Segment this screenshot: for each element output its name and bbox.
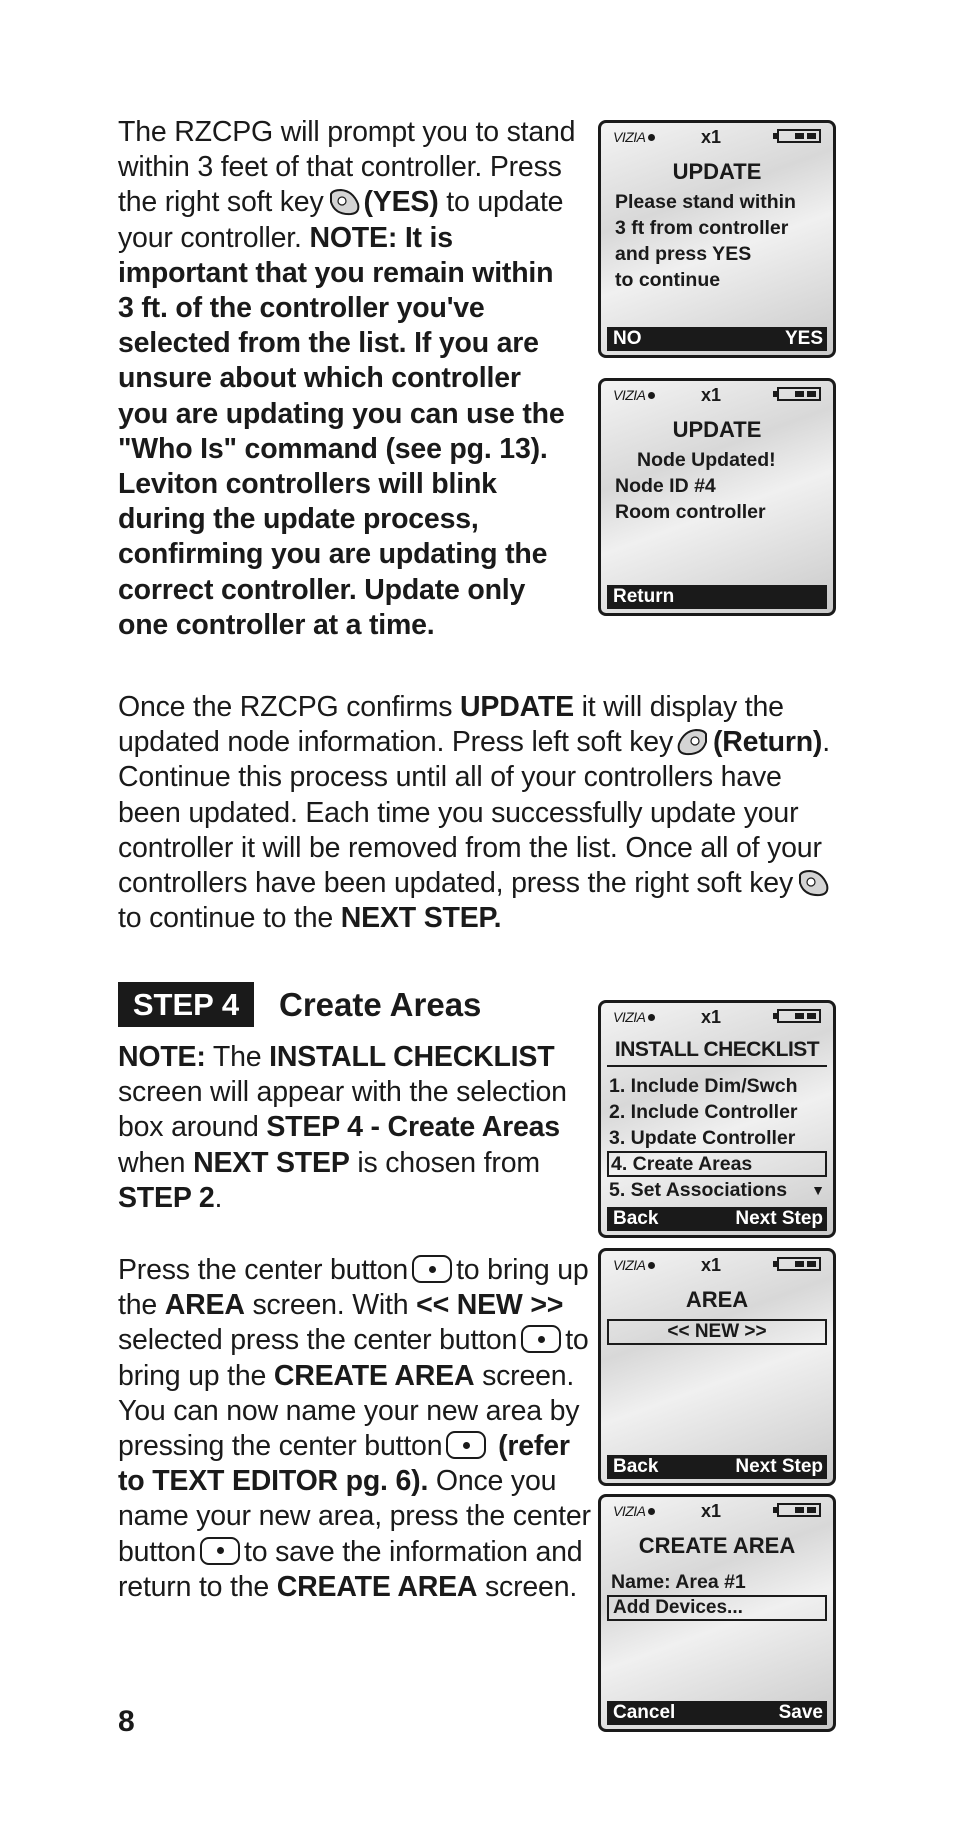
screen-line: and press YES [615,243,752,265]
vizia-logo: VIZIA [613,1008,655,1026]
back-soft-key[interactable]: Back [613,1456,659,1477]
step-badge: STEP 4 [118,982,254,1027]
screen-line: 3 ft from controller [615,217,789,239]
confirm-paragraph: Once the RZCPG confirms UPDATE it will display the updated node information. Press left soft key (Return). Continue this process until all of your controllers have been updated. Each time you successfully update your controller it will be removed from the list. Once all of your controllers have been updated, press the right soft keyto continue to the NEXT STEP. [118,691,830,935]
save-soft-key[interactable]: Save [778,1702,823,1723]
left-soft-key-icon [676,728,710,756]
center-button-icon [412,1255,452,1283]
vizia-logo: VIZIA [613,1256,655,1274]
battery-icon [777,1503,821,1517]
new-area-selection[interactable]: << NEW >> [607,1319,827,1345]
page-number: 8 [118,1705,135,1738]
checklist-item-selected[interactable]: 4. Create Areas [607,1151,827,1177]
count-indicator: x1 [701,1501,722,1521]
add-devices-selection[interactable]: Add Devices... [607,1595,827,1621]
next-step-soft-key[interactable]: Next Step [735,1208,823,1229]
soft-key-bar [607,1455,827,1479]
screen-line: Please stand within [615,191,796,213]
center-button-icon [446,1431,486,1459]
checklist-item[interactable]: 1. Include Dim/Swch [609,1075,798,1097]
scroll-down-icon: ▼ [811,1182,825,1198]
step-title: Create Areas [279,986,482,1023]
soft-key-bar [607,327,827,351]
return-soft-key[interactable]: Return [613,586,675,607]
status-bar [601,1497,833,1527]
count-indicator: x1 [701,385,722,405]
count-indicator: x1 [701,1255,722,1275]
back-soft-key[interactable]: Back [613,1208,659,1229]
intro-paragraph: The RZCPG will prompt you to stand within 3 feet of that controller. Press the right soft key (YES) to update your controller. NOTE: It is important that you remain within 3 ft. of the controller you've selected from the list. If you are unsure about which controller you are updating you can use the "Who Is" command (see pg. 13). Leviton controllers will blink during the update process, confirming you are updating the correct controller. Update only one controller at a time. [118,116,576,641]
screen-area [598,1248,836,1486]
status-bar [601,1003,833,1033]
vizia-logo: VIZIA [613,128,655,146]
screen-update-done [598,378,836,616]
right-soft-key-icon [796,869,830,897]
area-name-line: Name: Area #1 [611,1571,746,1593]
screen-line: Node ID #4 [615,475,716,497]
vizia-logo: VIZIA [613,386,655,404]
soft-key-bar [607,585,827,609]
soft-key-bar [607,1207,827,1231]
screen-create-area [598,1494,836,1732]
screen-update-prompt [598,120,836,358]
press-paragraph: Press the center button to bring up the AREA screen. With << NEW >> selected press the center button to bring up the CREATE AREA screen. You can now name your new area by pressing the center button (refer to TEXT EDITOR pg. 6). Once you name your new area, press the center button to save the information and return to the CREATE AREA screen. [118,1254,591,1603]
status-bar [601,123,833,153]
no-soft-key[interactable]: NO [613,328,642,349]
screen-line: Room controller [615,501,766,523]
screen-title: UPDATE [672,417,762,442]
battery-icon [777,129,821,143]
center-button-icon [521,1325,561,1353]
vizia-logo: VIZIA [613,1502,655,1520]
checklist-item[interactable]: 5. Set Associations ▼ [609,1179,825,1201]
status-bar [601,1251,833,1281]
count-indicator: x1 [701,1007,722,1027]
checklist-item[interactable]: 3. Update Controller [609,1127,796,1149]
center-button-icon [200,1537,240,1565]
right-soft-key-icon [327,188,361,216]
note-paragraph: NOTE: The INSTALL CHECKLIST screen will appear with the selection box around STEP 4 - Create Areas when NEXT STEP is chosen from STEP 2. [118,1041,567,1214]
screen-line: Node Updated! [637,449,776,471]
battery-icon [777,1257,821,1271]
screen-title: CREATE AREA [638,1533,796,1558]
screen-install-checklist [598,1000,836,1238]
screen-title: AREA [685,1287,749,1312]
soft-key-bar [607,1701,827,1725]
screen-title: INSTALL CHECKLIST [607,1037,827,1067]
checklist-item[interactable]: 2. Include Controller [609,1101,798,1123]
yes-soft-key[interactable]: YES [784,328,823,349]
next-step-soft-key[interactable]: Next Step [735,1456,823,1477]
screen-title: UPDATE [672,159,762,184]
screen-line: to continue [615,269,721,291]
cancel-soft-key[interactable]: Cancel [613,1702,676,1723]
battery-icon [777,387,821,401]
count-indicator: x1 [701,127,722,147]
status-bar [601,381,833,411]
battery-icon [777,1009,821,1023]
